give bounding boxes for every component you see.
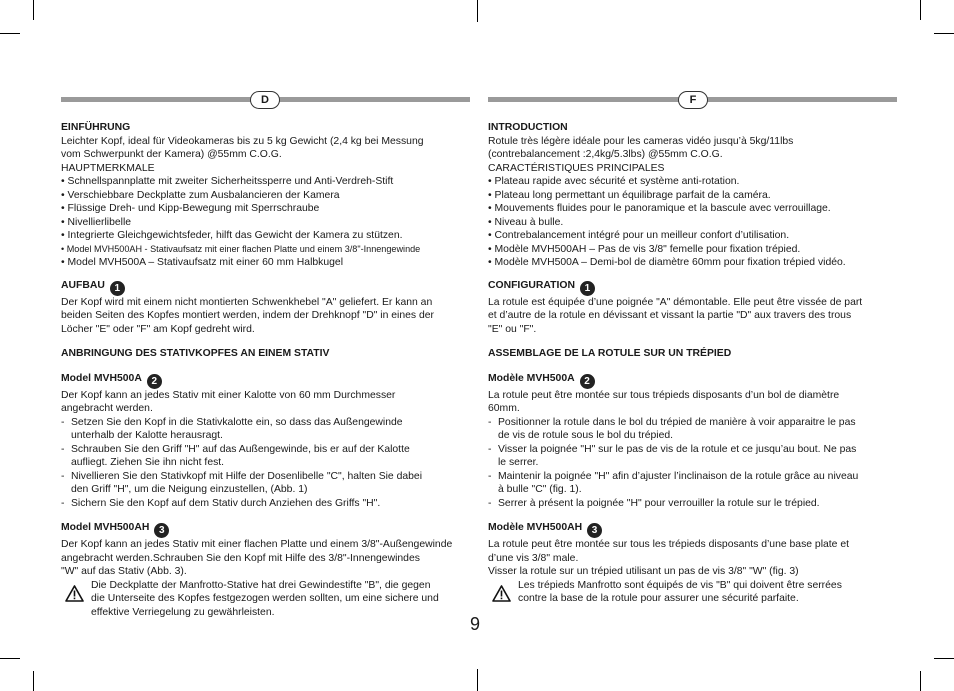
- crop-mark: [920, 671, 921, 691]
- crop-mark: [33, 671, 34, 691]
- model-title: Model MVH500AH: [61, 522, 150, 533]
- feature-item: • Verschiebbare Deckplatte zum Ausbalancieren der Kamera: [61, 189, 340, 201]
- text-line: Les trépieds Manfrotto sont équipés de vis "B" qui doivent être serrées: [518, 579, 842, 591]
- intro-title: EINFÜHRUNG: [61, 122, 131, 133]
- feature-item: • Plateau long permettant un équilibrage parfait de la caméra.: [488, 189, 771, 201]
- step-item: - Maintenir la poignée "H" afin d’ajuster l’inclinaison de la rotule grâce au niveau à bulle "C" (fig. 1).: [488, 470, 898, 497]
- text-line: le serrer.: [498, 457, 539, 468]
- crop-mark: [477, 0, 478, 22]
- text-line: (contrebalancement :2,4kg/5.3lbs) @55mm C.O.G.: [488, 149, 723, 160]
- text-line: Positionner la rotule dans le bol du trépied de manière à voir apparaitre le pas: [498, 416, 856, 428]
- page-number: 9: [470, 614, 481, 634]
- model-title: Modèle MVH500A: [488, 372, 575, 384]
- step-number-badge: 3: [154, 523, 169, 538]
- model-heading: [488, 372, 898, 389]
- setup-title: CONFIGURATION: [488, 279, 575, 291]
- text-line: contre la base de la rotule pour assurer une sécurité parfaite.: [518, 593, 799, 604]
- text-line: Nivellieren Sie den Stativkopf mit Hilfe der Dosenlibelle "C", halten Sie dabei: [71, 470, 423, 482]
- step-number-badge: 2: [580, 374, 595, 389]
- text-line: Der Kopf kann an jedes Stativ mit einer Kalotte von 60 mm Durchmesser: [61, 389, 396, 401]
- text-line: de vis de rotule sous le bol du trépied.: [498, 430, 674, 441]
- intro-title: INTRODUCTION: [488, 122, 568, 133]
- text-line: Die Deckplatte der Manfrotto-Stative hat drei Gewindestifte "B", die gegen: [91, 579, 431, 591]
- setup-heading: [61, 279, 471, 296]
- text-line: aufliegt. Ziehen Sie ihn nicht fest.: [71, 457, 225, 468]
- text-line: die Unterseite des Kopfes festgezogen werden sollten, um eine sichere und: [91, 593, 439, 604]
- text-line: Löcher "E" oder "F" am Kopf gedreht wird.: [61, 323, 255, 335]
- crop-mark: [0, 33, 20, 34]
- text-line: La rotule peut être montée sur tous les trépieds disposants d’une base plate et: [488, 539, 850, 550]
- text-line: Setzen Sie den Kopf in die Stativkalotte ein, so dass das Außengewinde: [71, 416, 403, 428]
- text-line: angebracht werden.Schrauben Sie den Kopf mit Hilfe des 3/8"-Innengewindes: [61, 552, 420, 564]
- text-line: Der Kopf wird mit einem nicht montierten Schwenkhebel "A" geliefert. Er kann an: [61, 296, 433, 308]
- text-line: "W" auf das Stativ (Abb. 3).: [61, 566, 187, 577]
- text-line: beiden Seiten des Kopfes montiert werden, indem der Drehknopf "D" in eines der: [61, 310, 434, 321]
- warning-icon: [65, 585, 84, 602]
- model-heading: [488, 521, 898, 538]
- crop-mark: [920, 0, 921, 20]
- step-number-badge: 3: [587, 523, 602, 538]
- warning-note: [61, 579, 471, 620]
- crop-mark: [0, 658, 20, 659]
- text-line: Maintenir la poignée "H" afin d’ajuster l’inclinaison de la rotule grâce au niveau: [498, 470, 859, 482]
- feature-item: • Model MVH500A – Stativaufsatz mit einer 60 mm Halbkugel: [61, 257, 344, 268]
- text-line: unterhalb der Kalotte herausragt.: [71, 430, 223, 441]
- text-line: HAUPTMERKMALE: [61, 162, 155, 174]
- setup-title: AUFBAU: [61, 279, 105, 291]
- text-line: Sichern Sie den Kopf auf dem Stativ durch Anziehen des Griffs "H".: [71, 497, 381, 509]
- text-line: La rotule peut être montée sur tous trépieds disposants d’un bol de diamètre: [488, 389, 840, 401]
- step-number-badge: 1: [580, 281, 595, 296]
- model-title: Model MVH500A: [61, 372, 142, 384]
- french-text: [488, 121, 898, 606]
- feature-item: • Flüssige Dreh- und Kipp-Bewegung mit Sperrschraube: [61, 203, 320, 214]
- crop-mark: [934, 33, 954, 34]
- feature-item: • Modèle MVH500AH – Pas de vis 3/8" femelle pour fixation trépied.: [488, 243, 801, 255]
- crop-mark: [934, 658, 954, 659]
- feature-item: • Mouvements fluides pour le panoramique et la bascule avec verrouillage.: [488, 203, 831, 214]
- text-line: Visser la poignée "H" sur le pas de vis de la rotule et ce jusqu’au bout. Ne pas: [498, 443, 857, 455]
- text-line: Serrer à présent la poignée "H" pour verrouiller la rotule sur le trépied.: [498, 497, 820, 509]
- text-line: et d’autre de la rotule en dévissant et vissant la partie "D" aux travers des trous: [488, 310, 852, 321]
- warning-note: [488, 579, 898, 606]
- step-item: - Schrauben Sie den Griff "H" auf das Außengewinde, bis er auf der Kalotte aufliegt. Ziehen Sie ihn nicht fest.: [61, 443, 471, 470]
- crop-mark: [33, 0, 34, 20]
- step-item: - Setzen Sie den Kopf in die Stativkalotte ein, so dass das Außengewinde unterhalb der Kalotte herausragt.: [61, 416, 471, 443]
- warning-icon: [492, 585, 511, 602]
- step-item: - Sichern Sie den Kopf auf dem Stativ durch Anziehen des Griffs "H".: [61, 497, 471, 511]
- step-number-badge: 1: [110, 281, 125, 296]
- text-line: angebracht werden.: [61, 403, 153, 414]
- step-number-badge: 2: [147, 374, 162, 389]
- language-badge: F: [678, 91, 708, 109]
- mount-title: ASSEMBLAGE DE LA ROTULE SUR UN TRÉPIED: [488, 348, 732, 359]
- setup-heading: [488, 279, 898, 296]
- text-line: à bulle "C" (fig. 1).: [498, 484, 582, 495]
- text-line: vom Schwerpunkt der Kamera) @55mm C.O.G.: [61, 149, 282, 160]
- feature-item: • Integrierte Gleichgewichtsfeder, hilft das Gewicht der Kamera zu stützen.: [61, 230, 403, 241]
- text-line: den Griff "H", um die Neigung einzustellen, (Abb. 1): [71, 484, 308, 495]
- feature-item: • Schnellspannplatte mit zweiter Sicherheitssperre und Anti-Verdreh-Stift: [61, 176, 394, 187]
- model-title: Modèle MVH500AH: [488, 522, 583, 533]
- step-item: - Positionner la rotule dans le bol du trépied de manière à voir apparaitre le pas de vis de rotule sous le bol du trépied.: [488, 416, 898, 443]
- mount-title: ANBRINGUNG DES STATIVKOPFES AN EINEM STATIV: [61, 348, 330, 359]
- feature-item: • Niveau à bulle.: [488, 216, 564, 228]
- model-heading: [61, 372, 471, 389]
- language-badge: D: [250, 91, 280, 109]
- text-line: Visser la rotule sur un trépied utilisant un pas de vis 3/8" "W" (fig. 3): [488, 566, 799, 577]
- text-line: effektive Verriegelung zu gewährleisten.: [91, 606, 275, 618]
- text-line: "E" ou "F".: [488, 323, 537, 335]
- feature-item: • Modèle MVH500A – Demi-bol de diamètre 60mm pour fixation trépied vidéo.: [488, 257, 846, 268]
- crop-mark: [477, 669, 478, 691]
- step-item: - Nivellieren Sie den Stativkopf mit Hilfe der Dosenlibelle "C", halten Sie dabei den Griff "H", um die Neigung einzustellen, (Abb. 1): [61, 470, 471, 497]
- step-item: - Serrer à présent la poignée "H" pour verrouiller la rotule sur le trépied.: [488, 497, 898, 511]
- feature-item: • Plateau rapide avec sécurité et système anti-rotation.: [488, 176, 740, 187]
- text-line: Schrauben Sie den Griff "H" auf das Außengewinde, bis er auf der Kalotte: [71, 443, 410, 455]
- model-heading: [61, 521, 471, 538]
- text-line: d’une vis 3/8" male.: [488, 552, 579, 564]
- text-line: Der Kopf kann an jedes Stativ mit einer flachen Platte und einem 3/8"-Außengewinde: [61, 539, 453, 550]
- german-text: [61, 121, 471, 619]
- feature-item: • Model MVH500AH - Stativaufsatz mit einer flachen Platte und einem 3/8"-Innengewinde: [61, 243, 421, 254]
- text-line: Leichter Kopf, ideal für Videokameras bis zu 5 kg Gewicht (2,4 kg bei Messung: [61, 135, 424, 147]
- text-line: La rotule est équipée d’une poignée "A" démontable. Elle peut être vissée de part: [488, 296, 863, 308]
- text-line: 60mm.: [488, 403, 520, 414]
- step-item: - Visser la poignée "H" sur le pas de vis de la rotule et ce jusqu’au bout. Ne pas le serrer.: [488, 443, 898, 470]
- feature-item: • Contrebalancement intégré pour un meilleur confort d’utilisation.: [488, 230, 790, 241]
- text-line: Rotule très légère idéale pour les cameras vidéo jusqu’à 5kg/11lbs: [488, 135, 794, 147]
- text-line: CARACTÉRISTIQUES PRINCIPALES: [488, 162, 665, 174]
- feature-item: • Nivellierlibelle: [61, 216, 132, 228]
